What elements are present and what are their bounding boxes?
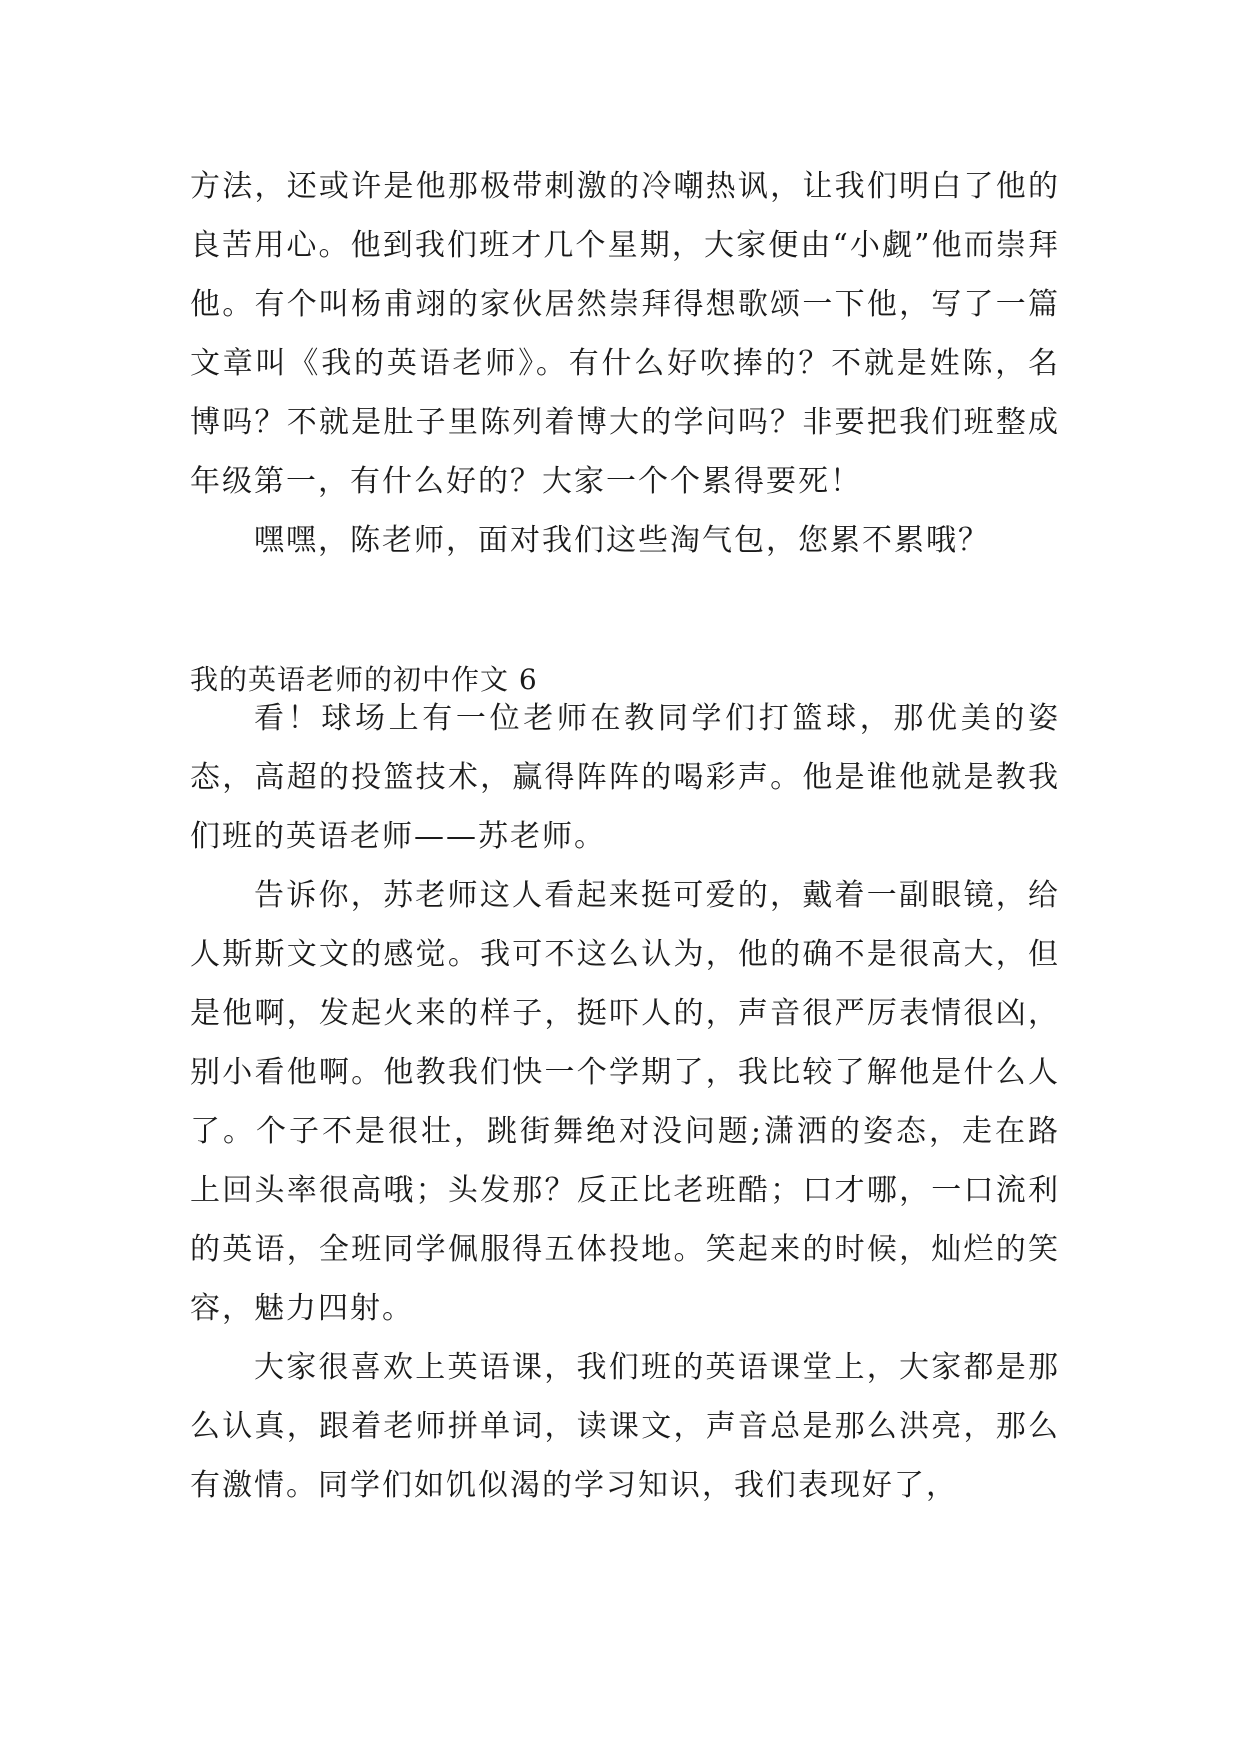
section-paragraph: 看！球场上有一位老师在教同学们打篮球，那优美的姿态，高超的投篮技术，赢得阵阵的喝彩声。他是谁他就是教我们班的英语老师——苏老师。: [190, 701, 1060, 854]
section-paragraph: 大家很喜欢上英语课，我们班的英语课堂上，大家都是那么认真，跟着老师拼单词，读课文，声音总是那么洪亮，那么有激情。同学们如饥似渴的学习知识，我们表现好了，: [190, 1350, 1060, 1503]
continuation-paragraph: 方法，还或许是他那极带刺激的冷嘲热讽，让我们明白了他的良苦用心。他到我们班才几个星期，大家便由“小觑”他而崇拜他。有个叫杨甫翊的家伙居然崇拜得想歌颂一下他，写了一篇文章叫《我的英语老师》。有什么好吹捧的？不就是姓陈，名博吗？不就是肚子里陈列着博大的学问吗？非要把我们班整成年级第一，有什么好的？大家一个个累得要死！: [190, 169, 1060, 499]
essay-continuation: [190, 157, 1060, 570]
section-title: 我的英语老师的初中作文 6: [190, 663, 538, 696]
closing-paragraph: 嘿嘿，陈老师，面对我们这些淘气包，您累不累哦？: [254, 523, 990, 558]
essay-section: [190, 689, 1060, 1515]
section-paragraph: 告诉你，苏老师这人看起来挺可爱的，戴着一副眼镜，给人斯斯文文的感觉。我可不这么认为，他的确不是很高大，但是他啊，发起火来的样子，挺吓人的，声音很严厉表情很凶，别小看他啊。他教我们快一个学期了，我比较了解他是什么人了。个子不是很壮，跳街舞绝对没问题;潇洒的姿态，走在路上回头率很高哦；头发那？反正比老班酷；口才哪，一口流利的英语，全班同学佩服得五体投地。笑起来的时候，灿烂的笑容，魅力四射。: [190, 878, 1060, 1326]
